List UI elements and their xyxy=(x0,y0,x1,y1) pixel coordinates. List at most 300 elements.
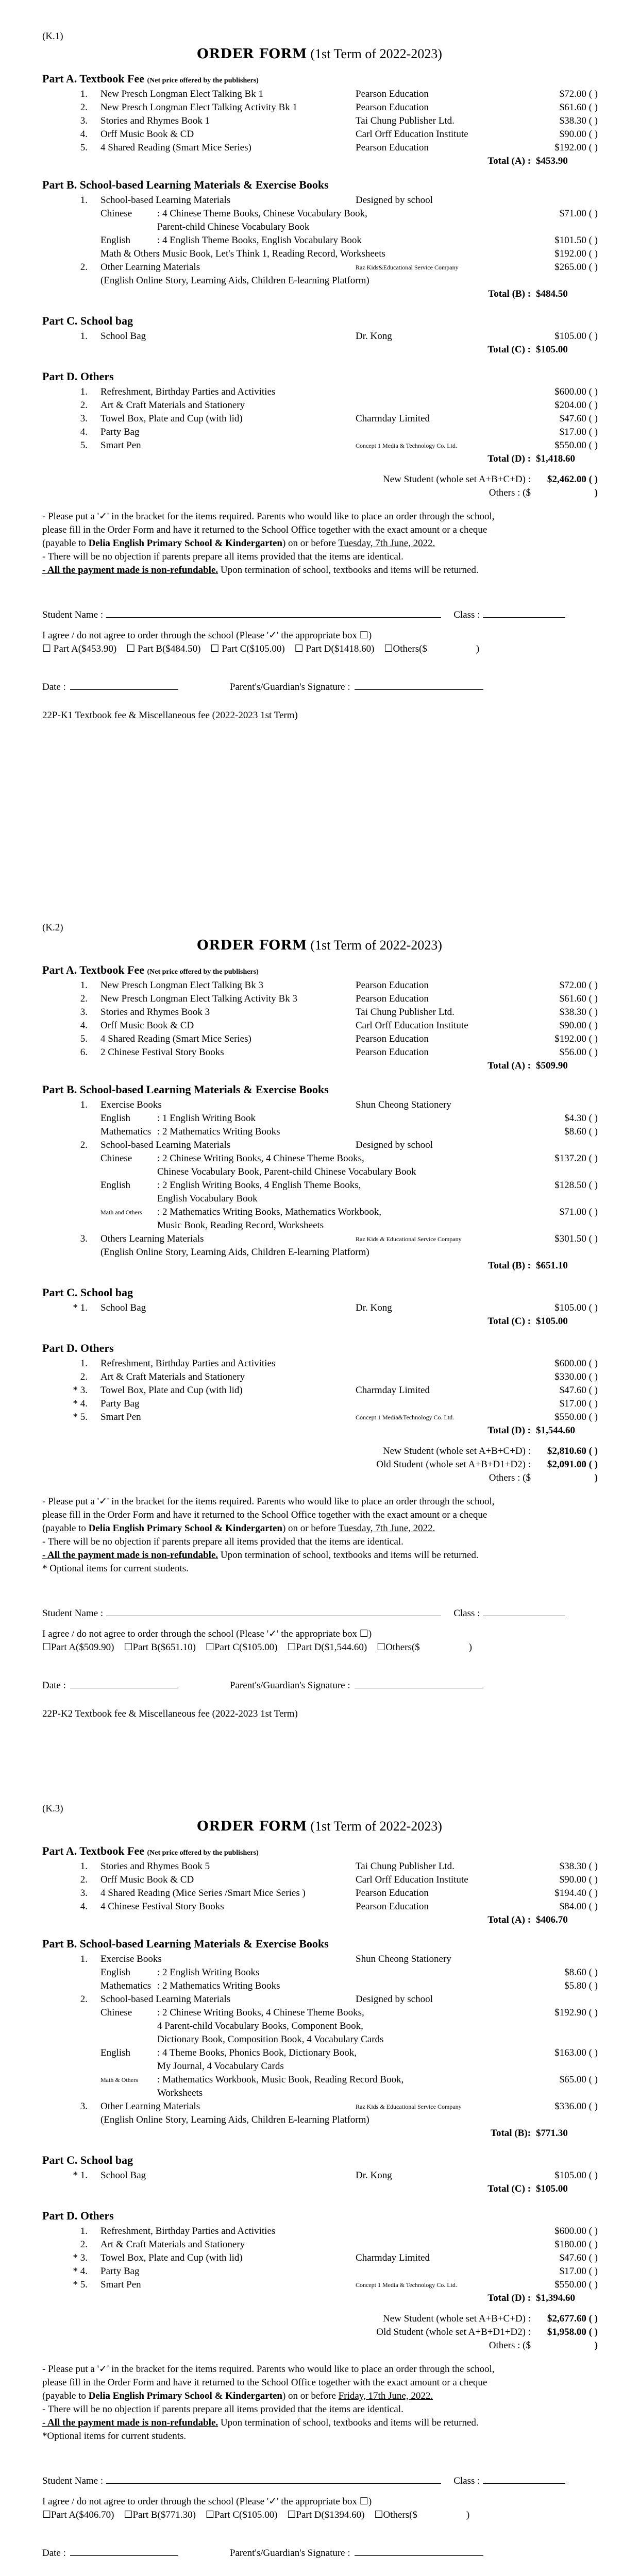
date-field[interactable] xyxy=(70,1679,178,1688)
instruction-line: please fill in the Order Form and have it returned to the School Office together with the exact amount or a cheque xyxy=(42,1510,487,1520)
item-name: School-based Learning Materials xyxy=(100,1140,231,1150)
item-name: 4 Shared Reading (Mice Series /Smart Mice Series ) xyxy=(100,1888,306,1899)
payable-school: Delia English Primary School & Kindergarten xyxy=(88,2391,282,2401)
item-name: Other Learning Materials xyxy=(100,262,200,273)
item-price: $192.00 ( ) xyxy=(554,142,598,153)
part-a-item xyxy=(0,1860,639,1873)
total-value: $105.00 xyxy=(536,2183,568,2194)
part-b-row xyxy=(0,1139,639,1152)
part-b-row xyxy=(0,1165,639,1179)
item-price: $47.60 ( ) xyxy=(559,2252,598,2263)
item-price: $56.00 ( ) xyxy=(559,1047,598,1058)
student-name-field[interactable] xyxy=(106,608,441,618)
item-number: * 3. xyxy=(73,1385,88,1396)
summary-label: Others : ($ xyxy=(489,2340,531,2351)
agree-statement: I agree / do not agree to order through the school (Please '✓' the appropriate box ☐) xyxy=(42,2496,372,2507)
student-name-label: Student Name : xyxy=(42,1608,104,1619)
optional-note: *Optional items for current students. xyxy=(42,2431,187,2442)
part-b-heading: Part B. School-based Learning Materials & Exercise Books xyxy=(42,1083,329,1096)
item-publisher: Pearson Education xyxy=(356,1047,429,1058)
item-number: * 4. xyxy=(73,2266,88,2277)
item-number: 5. xyxy=(80,1033,88,1044)
student-name-row xyxy=(42,2474,565,2487)
part-b-row xyxy=(0,207,639,221)
part-a-subtitle: (Net price offered by the publishers) xyxy=(147,968,259,976)
item-number: 3. xyxy=(80,1233,88,1244)
summary-label: New Student (whole set A+B+C+D) : xyxy=(382,2313,531,2324)
part-b-row xyxy=(0,234,639,247)
item-name: Party Bag xyxy=(100,427,140,437)
subject-contents: : 2 Mathematics Writing Books, Mathematics Workbook, xyxy=(157,1207,382,1217)
total-label: Total (D) : xyxy=(487,453,531,464)
item-price: $105.00 ( ) xyxy=(554,2170,598,2181)
form-title xyxy=(0,46,639,62)
subject-label: English xyxy=(100,2047,131,2058)
form-title-term: (1st Term of 2022-2023) xyxy=(307,46,442,61)
instruction-line: - Please put a '✓' in the bracket for the items required. Parents who would like to place an order through the school, xyxy=(42,511,495,522)
subject-contents: : Mathematics Workbook, Music Book, Reading Record Book, xyxy=(157,2074,404,2085)
instruction-line: - There will be no objection if parents prepare all items provided that the items are identical. xyxy=(42,551,403,562)
item-number: 2. xyxy=(80,1140,88,1150)
summary-value: ) xyxy=(594,2340,598,2351)
item-number: 2. xyxy=(80,993,88,1004)
item-price: $204.00 ( ) xyxy=(554,400,598,411)
item-number: 2. xyxy=(80,1874,88,1885)
item-name: Smart Pen xyxy=(100,2279,141,2290)
part-d-item xyxy=(0,2278,639,2292)
instruction-line xyxy=(42,1549,599,1562)
item-number: 1. xyxy=(80,1099,88,1110)
student-name-label: Student Name : xyxy=(42,2476,104,2486)
part-a-item xyxy=(0,1032,639,1046)
order-form xyxy=(0,31,639,907)
subject-contents: : 2 Mathematics Writing Books xyxy=(157,1980,280,1991)
part-b-row xyxy=(0,1953,639,1966)
item-price: $128.50 ( ) xyxy=(554,1180,598,1191)
total-label: Total (D) : xyxy=(487,2293,531,2303)
item-price: $600.00 ( ) xyxy=(554,1358,598,1369)
part-b-row xyxy=(0,261,639,274)
item-price: $38.30 ( ) xyxy=(559,1007,598,1018)
part-d-item xyxy=(0,385,639,399)
item-name: Towel Box, Plate and Cup (with lid) xyxy=(100,413,243,424)
part-d-item xyxy=(0,2225,639,2238)
subject-contents: : 1 English Writing Book xyxy=(157,1113,256,1124)
payable-prefix: (payable to xyxy=(42,538,89,549)
item-name: Stories and Rhymes Book 5 xyxy=(100,1861,210,1872)
total-label: Total (A) : xyxy=(487,156,531,166)
part-a-item xyxy=(0,979,639,992)
summary-value: $2,462.00 ( ) xyxy=(547,474,598,485)
item-number: * 3. xyxy=(73,2252,88,2263)
item-number: * 5. xyxy=(73,1412,88,1422)
subject-contents: English Vocabulary Book xyxy=(157,1193,258,1204)
item-price: $4.30 ( ) xyxy=(564,1113,598,1124)
refund-detail: Upon termination of school, textbooks and items will be returned. xyxy=(218,1550,479,1561)
signature-field[interactable] xyxy=(355,1679,483,1688)
refund-detail: Upon termination of school, textbooks and items will be returned. xyxy=(218,2417,479,2428)
item-price: $301.50 ( ) xyxy=(554,1233,598,1244)
item-price: $8.60 ( ) xyxy=(564,1126,598,1137)
refund-notice: - All the payment made is non-refundable. xyxy=(42,565,218,575)
item-number: 2. xyxy=(80,1994,88,2005)
subject-label: English xyxy=(100,1113,131,1124)
subject-contents: 4 Parent-child Vocabulary Books, Component Book, xyxy=(157,2021,363,2031)
item-price: $137.20 ( ) xyxy=(554,1153,598,1164)
item-number: 3. xyxy=(80,115,88,126)
part-d-item xyxy=(0,1357,639,1370)
refund-notice: - All the payment made is non-refundable. xyxy=(42,1550,218,1561)
item-name: Stories and Rhymes Book 3 xyxy=(100,1007,210,1018)
subject-label: English xyxy=(100,1967,131,1978)
item-publisher: Pearson Education xyxy=(356,1901,429,1912)
item-name: Stories and Rhymes Book 1 xyxy=(100,115,210,126)
item-price: $600.00 ( ) xyxy=(554,2226,598,2236)
refund-notice: - All the payment made is non-refundable. xyxy=(42,2417,218,2428)
payable-suffix: ) on or before xyxy=(282,2391,339,2401)
part-b-row xyxy=(0,1206,639,1219)
item-publisher: Carl Orff Education Institute xyxy=(356,1874,468,1885)
part-a-subtitle: (Net price offered by the publishers) xyxy=(147,1849,259,1857)
subject-contents: : 2 English Writing Books, 4 English Theme Books, xyxy=(157,1180,361,1191)
item-publisher: Shun Cheong Stationery xyxy=(356,1099,451,1110)
part-c-item xyxy=(0,2169,639,2182)
subject-contents: : 4 Theme Books, Phonics Book, Dictionary Book, xyxy=(157,2047,357,2058)
item-publisher: Pearson Education xyxy=(356,102,429,113)
instructions xyxy=(42,510,599,577)
date-label: Date : xyxy=(42,682,66,692)
item-price: $17.00 ( ) xyxy=(559,427,598,437)
summary-value: $2,810.60 ( ) xyxy=(547,1446,598,1456)
part-a-item xyxy=(0,992,639,1006)
order-form xyxy=(0,922,639,1798)
date-signature-row xyxy=(42,680,483,693)
part-b-row xyxy=(0,1179,639,1192)
part-a-title: Part A. Textbook Fee xyxy=(42,963,147,976)
instructions xyxy=(42,2363,599,2443)
item-price: $72.00 ( ) xyxy=(559,980,598,991)
item-name: Refreshment, Birthday Parties and Activities xyxy=(100,2226,276,2236)
student-name-row xyxy=(42,608,565,621)
student-name-field[interactable] xyxy=(106,2474,441,2484)
item-number: 3. xyxy=(80,1888,88,1899)
part-a-item xyxy=(0,1046,639,1059)
subject-contents: : 2 Chinese Writing Books, 4 Chinese Theme Books, xyxy=(157,1153,364,1164)
part-b-row xyxy=(0,1993,639,2006)
total-label: Total (C) : xyxy=(487,2183,531,2194)
subject-label: Math & Others xyxy=(100,248,160,259)
part-a-item xyxy=(0,1873,639,1887)
signature-field[interactable] xyxy=(355,680,483,690)
item-number: * 4. xyxy=(73,1398,88,1409)
subject-contents: Chinese Vocabulary Book, Parent-child Chinese Vocabulary Book xyxy=(157,1166,416,1177)
part-b-row xyxy=(0,1112,639,1125)
class-field[interactable] xyxy=(483,1606,565,1616)
instruction-line: - There will be no objection if parents prepare all items provided that the items are identical. xyxy=(42,2404,403,2415)
item-publisher: Designed by school xyxy=(356,195,433,206)
item-price: $600.00 ( ) xyxy=(554,386,598,397)
subject-contents: My Journal, 4 Vocabulary Cards xyxy=(157,2061,284,2072)
item-publisher: Tai Chung Publisher Ltd. xyxy=(356,1007,455,1018)
item-number: 6. xyxy=(80,1047,88,1058)
part-b-row xyxy=(0,1966,639,1979)
item-name: Refreshment, Birthday Parties and Activities xyxy=(100,1358,276,1369)
item-price: $47.60 ( ) xyxy=(559,1385,598,1396)
item-price: $330.00 ( ) xyxy=(554,1371,598,1382)
payable-prefix: (payable to xyxy=(42,2391,89,2401)
item-price: $47.60 ( ) xyxy=(559,413,598,424)
form-title-main: ORDER FORM xyxy=(197,938,307,953)
item-name: 2 Chinese Festival Story Books xyxy=(100,1047,224,1058)
item-number: 1. xyxy=(80,331,88,342)
instructions xyxy=(42,1495,599,1575)
total-value: $1,394.60 xyxy=(536,2293,575,2303)
part-b-row xyxy=(0,247,639,261)
part-a-item xyxy=(0,1019,639,1032)
form-title xyxy=(0,1819,639,1834)
item-price: $101.50 ( ) xyxy=(554,235,598,246)
item-publisher: Charmday Limited xyxy=(356,2252,430,2263)
form-code: (K.1) xyxy=(42,31,63,42)
item-price: $194.40 ( ) xyxy=(554,1888,598,1899)
part-b-row xyxy=(0,1152,639,1165)
part-d-total xyxy=(0,1424,639,1437)
signature-label: Parent's/Guardian's Signature : xyxy=(229,1680,350,1691)
part-c-heading: Part C. School bag xyxy=(42,1286,133,1299)
item-name: (English Online Story, Learning Aids, Children E-learning Platform) xyxy=(100,1247,369,1258)
item-price: $84.00 ( ) xyxy=(559,1901,598,1912)
class-field[interactable] xyxy=(483,2474,565,2484)
subject-contents: Music Book, Reading Record, Worksheets xyxy=(157,1220,324,1231)
subject-contents: Worksheets xyxy=(157,2088,203,2098)
part-b-total xyxy=(0,287,639,301)
subject-contents: : 2 English Writing Books xyxy=(157,1967,260,1978)
instruction-line xyxy=(42,2389,599,2403)
item-name: Others Learning Materials xyxy=(100,1233,204,1244)
instruction-line: - Please put a '✓' in the bracket for the items required. Parents who would like to place an order through the school, xyxy=(42,2364,495,2375)
part-c-item xyxy=(0,330,639,343)
part-b-row xyxy=(0,2100,639,2113)
item-publisher: Raz Kids&Educational Service Company xyxy=(356,264,459,271)
part-d-item xyxy=(0,1397,639,1411)
part-a-heading xyxy=(42,72,259,86)
item-number: 3. xyxy=(80,2101,88,2112)
form-title xyxy=(0,938,639,953)
deadline-date: Tuesday, 7th June, 2022. xyxy=(338,1523,435,1534)
subject-label: Mathematics xyxy=(100,1126,152,1137)
summary-line xyxy=(0,1471,639,1485)
item-price: $65.00 ( ) xyxy=(559,2074,598,2085)
item-name: School-based Learning Materials xyxy=(100,195,231,206)
subject-label: Chinese xyxy=(100,2007,132,2018)
part-a-item xyxy=(0,1900,639,1913)
item-price: $105.00 ( ) xyxy=(554,1302,598,1313)
instruction-line xyxy=(42,2416,599,2430)
form-code: (K.2) xyxy=(42,922,63,933)
summary-line xyxy=(0,2326,639,2339)
total-value: $406.70 xyxy=(536,1914,568,1925)
part-b-row xyxy=(0,2087,639,2100)
instruction-line: - Please put a '✓' in the bracket for the items required. Parents who would like to place an order through the school, xyxy=(42,1496,495,1507)
item-name: Smart Pen xyxy=(100,440,141,451)
student-name-field[interactable] xyxy=(106,1606,441,1616)
item-name: Exercise Books xyxy=(100,1099,162,1110)
part-b-heading: Part B. School-based Learning Materials & Exercise Books xyxy=(42,1937,329,1950)
item-name: New Presch Longman Elect Talking Activity Bk 3 xyxy=(100,993,297,1004)
summary-value: $1,958.00 ( ) xyxy=(547,2327,598,2337)
item-price: $61.60 ( ) xyxy=(559,993,598,1004)
summary-line xyxy=(0,486,639,500)
part-d-heading: Part D. Others xyxy=(42,370,114,383)
item-number: 1. xyxy=(80,1358,88,1369)
part-d-item xyxy=(0,1411,639,1424)
class-field[interactable] xyxy=(483,608,565,618)
agree-statement: I agree / do not agree to order through the school (Please '✓' the appropriate box ☐) xyxy=(42,1629,372,1639)
part-d-item xyxy=(0,1384,639,1397)
item-price: $38.30 ( ) xyxy=(559,1861,598,1872)
part-a-item xyxy=(0,128,639,141)
part-checkboxes[interactable]: ☐Part A($406.70) ☐Part B($771.30) ☐Part C($105.00) ☐Part D($1394.60) ☐Others($ ) xyxy=(42,2510,470,2520)
item-number: 4. xyxy=(80,1901,88,1912)
item-publisher: Dr. Kong xyxy=(356,331,392,342)
summary-value: $2,677.60 ( ) xyxy=(547,2313,598,2324)
item-price: $8.60 ( ) xyxy=(564,1967,598,1978)
item-name: (English Online Story, Learning Aids, Children E-learning Platform) xyxy=(100,2114,369,2125)
item-publisher: Charmday Limited xyxy=(356,413,430,424)
total-value: $105.00 xyxy=(536,344,568,355)
form-title-term: (1st Term of 2022-2023) xyxy=(307,938,442,953)
part-c-total xyxy=(0,2182,639,2196)
instruction-line xyxy=(42,564,599,577)
item-publisher: Charmday Limited xyxy=(356,1385,430,1396)
item-number: 2. xyxy=(80,102,88,113)
item-name: 4 Shared Reading (Smart Mice Series) xyxy=(100,142,251,153)
item-number: 4. xyxy=(80,1020,88,1031)
item-price: $265.00 ( ) xyxy=(554,262,598,273)
part-b-row xyxy=(0,1125,639,1139)
item-publisher: Pearson Education xyxy=(356,1033,429,1044)
part-a-item xyxy=(0,141,639,155)
summary-label: Old Student (whole set A+B+D1+D2) : xyxy=(376,1459,531,1470)
item-name: Party Bag xyxy=(100,1398,140,1409)
part-c-total xyxy=(0,343,639,357)
item-number: 2. xyxy=(80,262,88,273)
part-checkboxes[interactable]: ☐ Part A($453.90) ☐ Part B($484.50) ☐ Part C($105.00) ☐ Part D($1418.60) ☐Others($ ) xyxy=(42,643,480,654)
part-d-item xyxy=(0,2265,639,2278)
part-b-row xyxy=(0,1192,639,1206)
date-field[interactable] xyxy=(70,680,178,690)
item-publisher: Concept 1 Media&Technology Co. Ltd. xyxy=(356,1414,455,1421)
item-number: 1. xyxy=(80,195,88,206)
part-a-total xyxy=(0,155,639,168)
part-d-total xyxy=(0,2292,639,2305)
total-label: Total (A) : xyxy=(487,1914,531,1925)
item-price: $61.60 ( ) xyxy=(559,102,598,113)
item-name: New Presch Longman Elect Talking Activity Bk 1 xyxy=(100,102,297,113)
total-label: Total (B) : xyxy=(488,1260,531,1271)
item-price: $17.00 ( ) xyxy=(559,1398,598,1409)
instruction-line: - There will be no objection if parents prepare all items provided that the items are identical. xyxy=(42,1536,403,1547)
total-label: Total (B): xyxy=(491,2128,531,2139)
form-title-main: ORDER FORM xyxy=(197,1819,307,1834)
part-b-row xyxy=(0,2113,639,2127)
part-a-heading xyxy=(42,963,259,977)
part-checkboxes[interactable]: ☐Part A($509.90) ☐Part B($651.10) ☐Part C($105.00) ☐Part D($1,544.60) ☐Others($ ) xyxy=(42,1642,473,1653)
form-footer: 22P-K2 Textbook fee & Miscellaneous fee (2022-2023 1st Term) xyxy=(42,1708,298,1719)
agree-statement: I agree / do not agree to order through the school (Please '✓' the appropriate box ☐) xyxy=(42,630,372,641)
summary-line xyxy=(0,1458,639,1471)
total-value: $1,544.60 xyxy=(536,1425,575,1436)
subject-contents: Dictionary Book, Composition Book, 4 Vocabulary Cards xyxy=(157,2034,384,2045)
signature-label: Parent's/Guardian's Signature : xyxy=(229,682,350,692)
summary-value: ) xyxy=(594,487,598,498)
subject-label: English xyxy=(100,1180,131,1191)
item-number: 1. xyxy=(80,1954,88,1964)
subject-contents: : 2 Mathematics Writing Books xyxy=(157,1126,280,1137)
signature-field[interactable] xyxy=(355,2546,483,2556)
form-code: (K.3) xyxy=(42,1803,63,1814)
item-price: $336.00 ( ) xyxy=(554,2101,598,2112)
item-publisher: Designed by school xyxy=(356,1140,433,1150)
subject-label: Math & Others xyxy=(100,2076,138,2083)
item-name: School Bag xyxy=(100,331,146,342)
item-number: * 1. xyxy=(73,1302,88,1313)
class-label: Class : xyxy=(453,1608,480,1619)
part-d-item xyxy=(0,399,639,412)
item-price: $192.00 ( ) xyxy=(554,248,598,259)
item-name: Orff Music Book & CD xyxy=(100,129,194,140)
item-name: School-based Learning Materials xyxy=(100,1994,231,2005)
item-name: Other Learning Materials xyxy=(100,2101,200,2112)
part-b-row xyxy=(0,1246,639,1259)
date-signature-row xyxy=(42,2546,483,2559)
part-b-row xyxy=(0,1232,639,1246)
total-value: $105.00 xyxy=(536,1316,568,1327)
item-number: 5. xyxy=(80,440,88,451)
part-a-heading xyxy=(42,1844,259,1858)
item-name: (English Online Story, Learning Aids, Children E-learning Platform) xyxy=(100,275,369,286)
item-publisher: Raz Kids & Educational Service Company xyxy=(356,2103,462,2110)
payable-suffix: ) on or before xyxy=(282,1523,339,1534)
order-form xyxy=(0,1803,639,2576)
total-label: Total (C) : xyxy=(487,1316,531,1327)
item-name: Art & Craft Materials and Stationery xyxy=(100,1371,245,1382)
item-name: 4 Chinese Festival Story Books xyxy=(100,1901,224,1912)
item-number: * 5. xyxy=(73,2279,88,2290)
subject-label: Mathematics xyxy=(100,1980,152,1991)
part-b-row xyxy=(0,2006,639,2020)
total-value: $651.10 xyxy=(536,1260,568,1271)
deadline-date: Friday, 17th June, 2022. xyxy=(338,2391,433,2401)
part-a-item xyxy=(0,1006,639,1019)
part-d-heading: Part D. Others xyxy=(42,1342,114,1354)
total-value: $484.50 xyxy=(536,289,568,299)
date-label: Date : xyxy=(42,2548,66,2558)
total-value: $771.30 xyxy=(536,2128,568,2139)
part-d-item xyxy=(0,2238,639,2251)
part-d-item xyxy=(0,439,639,452)
item-price: $90.00 ( ) xyxy=(559,1020,598,1031)
total-label: Total (A) : xyxy=(487,1060,531,1071)
part-d-item xyxy=(0,1370,639,1384)
date-field[interactable] xyxy=(70,2546,178,2556)
part-b-row xyxy=(0,194,639,207)
summary-line xyxy=(0,473,639,486)
item-publisher: Carl Orff Education Institute xyxy=(356,129,468,140)
item-number: * 1. xyxy=(73,2170,88,2181)
part-d-item xyxy=(0,426,639,439)
item-number: 1. xyxy=(80,386,88,397)
